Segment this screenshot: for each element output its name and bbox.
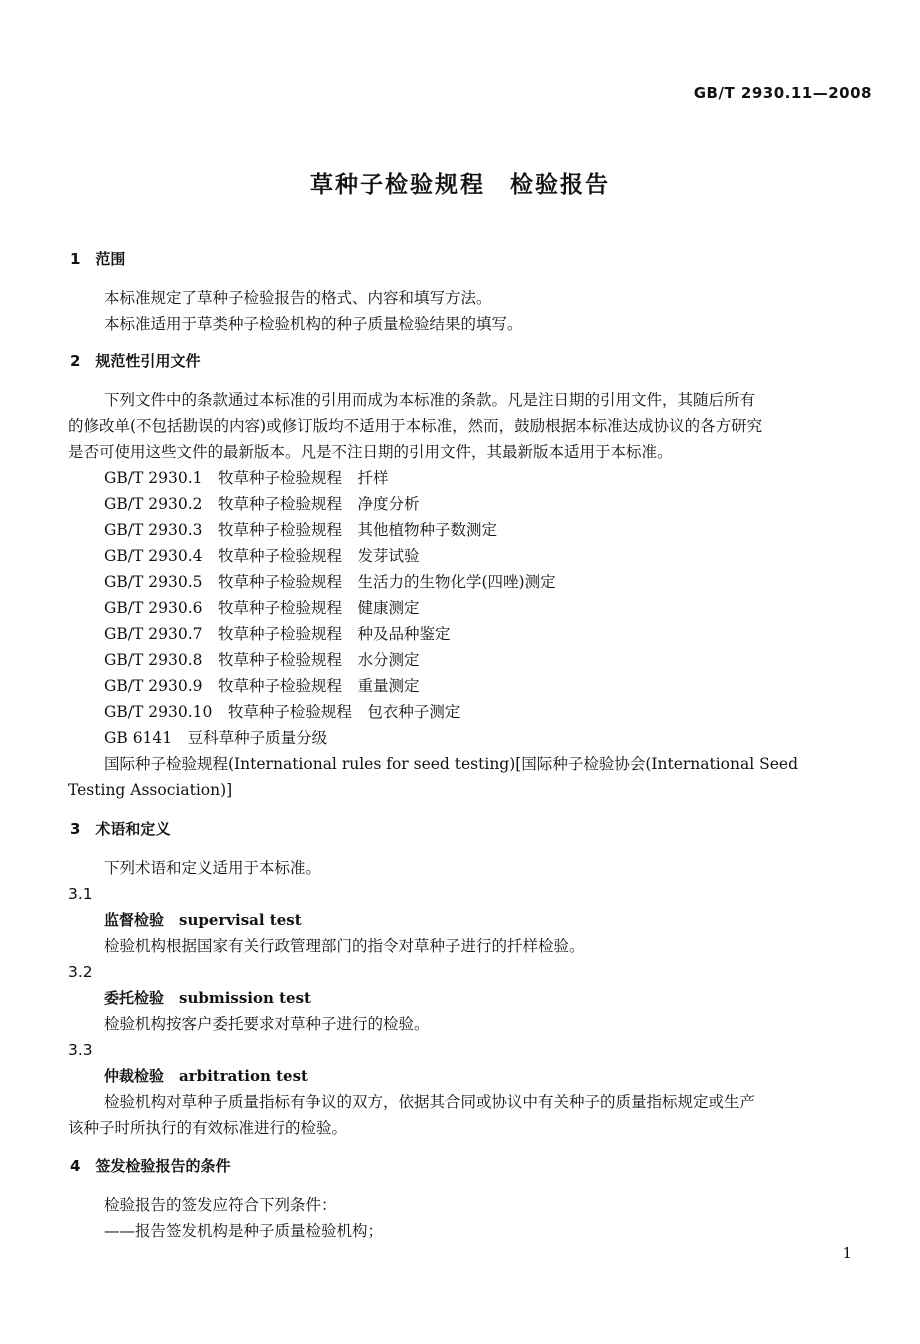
term-number: 3.2 (68, 963, 93, 981)
section-1-paragraph-2: 本标准适用于草类种子检验机构的种子质量检验结果的填写。 (104, 315, 523, 333)
normative-reference: GB/T 2930.4 牧草种子检验规程 发芽试验 (104, 547, 420, 565)
normative-reference: GB/T 2930.5 牧草种子检验规程 生活力的生物化学(四唑)测定 (104, 573, 556, 591)
term-definition: 检验机构按客户委托要求对草种子进行的检验。 (104, 1015, 430, 1033)
term-definition-line-1: 检验机构对草种子质量指标有争议的双方，依据其合同或协议中有关种子的质量指标规定或生产 (104, 1093, 756, 1111)
term-title: 委托检验 submission test (104, 989, 311, 1007)
term-title: 监督检验 supervisal test (104, 911, 302, 929)
term-definition: 检验机构根据国家有关行政管理部门的指令对草种子进行的扦样检验。 (104, 937, 585, 955)
section-4-item-1: ——报告签发机构是种子质量检验机构； (104, 1222, 384, 1240)
term-title: 仲裁检验 arbitration test (104, 1067, 308, 1085)
normative-reference: GB/T 2930.7 牧草种子检验规程 种及品种鉴定 (104, 625, 451, 643)
section-2-intro-line-3: 是否可使用这些文件的最新版本。凡是不注日期的引用文件，其最新版本适用于本标准。 (68, 443, 673, 461)
section-2-intro-line-1: 下列文件中的条款通过本标准的引用而成为本标准的条款。凡是注日期的引用文件，其随后所有 (104, 391, 756, 409)
normative-reference: GB/T 2930.1 牧草种子检验规程 扦样 (104, 469, 389, 487)
standard-code: GB/T 2930.11—2008 (693, 84, 872, 102)
section-1-heading: 1 范围 (70, 250, 126, 268)
section-4-intro: 检验报告的签发应符合下列条件： (104, 1196, 337, 1214)
normative-reference: GB 6141 豆科草种子质量分级 (104, 729, 328, 747)
normative-reference: GB/T 2930.3 牧草种子检验规程 其他植物种子数测定 (104, 521, 497, 539)
normative-reference: GB/T 2930.6 牧草种子检验规程 健康测定 (104, 599, 420, 617)
normative-reference: GB/T 2930.9 牧草种子检验规程 重量测定 (104, 677, 420, 695)
section-1-paragraph-1: 本标准规定了草种子检验报告的格式、内容和填写方法。 (104, 289, 492, 307)
term-definition-line-2: 该种子时所执行的有效标准进行的检验。 (68, 1119, 348, 1137)
ista-reference-line-2: Testing Association)] (68, 781, 233, 799)
section-4-heading: 4 签发检验报告的条件 (70, 1157, 231, 1175)
normative-reference: GB/T 2930.2 牧草种子检验规程 净度分析 (104, 495, 420, 513)
normative-reference: GB/T 2930.8 牧草种子检验规程 水分测定 (104, 651, 420, 669)
section-2-heading: 2 规范性引用文件 (70, 352, 201, 370)
ista-reference-line-1: 国际种子检验规程(International rules for seed testing)[国际种子检验协会(International Seed (104, 755, 799, 773)
section-3-intro: 下列术语和定义适用于本标准。 (104, 859, 322, 877)
normative-reference: GB/T 2930.10 牧草种子检验规程 包衣种子测定 (104, 703, 461, 721)
term-number: 3.3 (68, 1041, 93, 1059)
page-number: 1 (842, 1244, 852, 1262)
term-number: 3.1 (68, 885, 93, 903)
section-3-heading: 3 术语和定义 (70, 820, 171, 838)
section-2-intro-line-2: 的修改单(不包括勘误的内容)或修订版均不适用于本标准，然而，鼓励根据本标准达成协议的各方研究 (68, 417, 763, 435)
document-title: 草种子检验规程 检验报告 (310, 172, 610, 198)
